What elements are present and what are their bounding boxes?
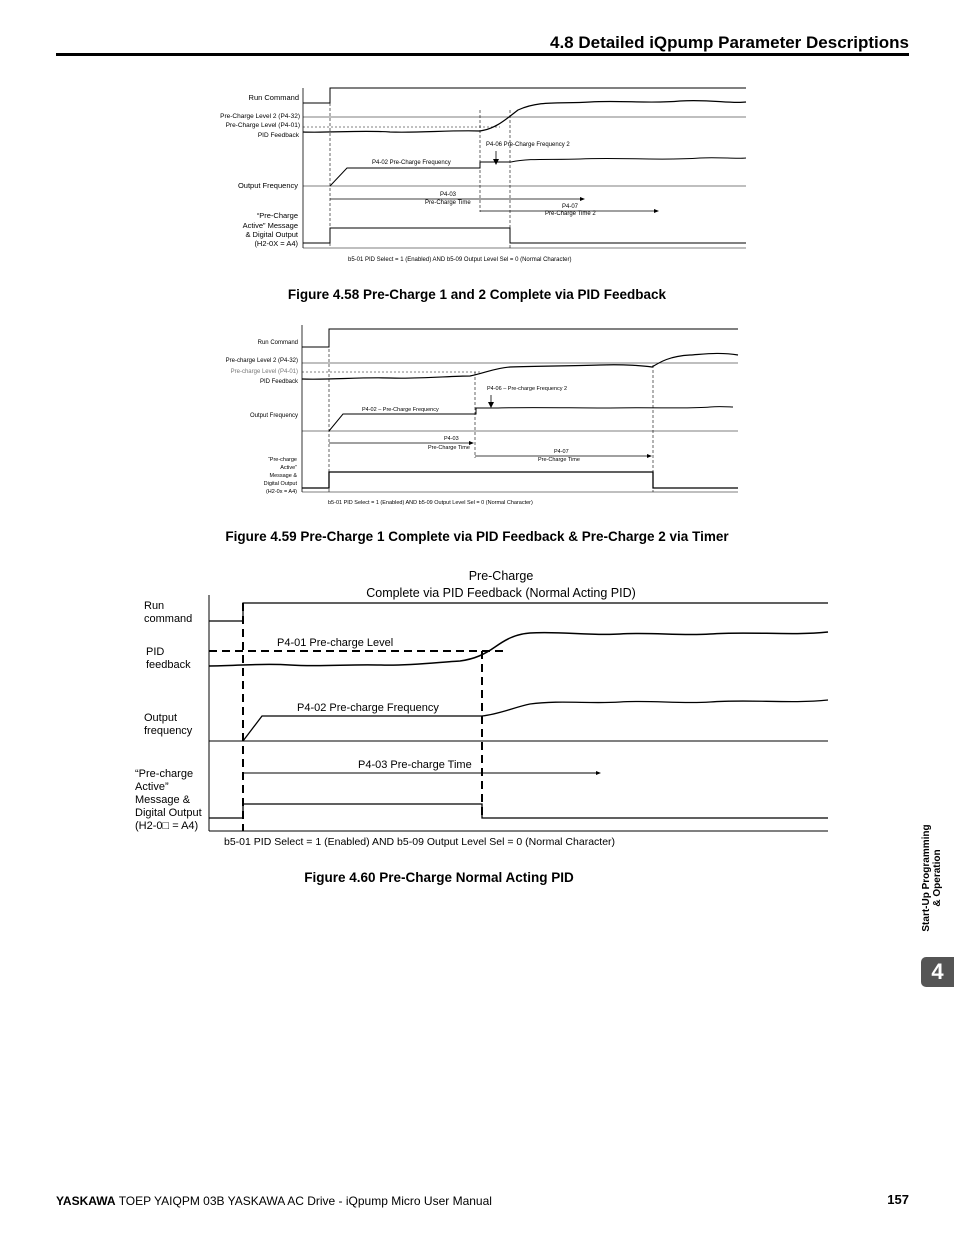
annotation-p4-07-sub: Pre-Charge Time	[538, 457, 580, 463]
annotation-p4-07-title: P4-07	[554, 449, 569, 455]
figure-4-58-footnote: b5-01 PID Select = 1 (Enabled) AND b5-09 Output Level Sel = 0 (Normal Character)	[348, 257, 572, 263]
label-precharge-active-5: (H2-0□ = A4)	[135, 820, 199, 832]
label-output-frequency-1: Output	[144, 712, 178, 724]
footer	[56, 1194, 492, 1208]
label-precharge-active-1: “Pre-Charge	[256, 211, 298, 220]
figure-4-59-footnote: b5-01 PID Select = 1 (Enabled) AND b5-09 Output Level Sel = 0 (Normal Character)	[328, 500, 533, 506]
label-output-frequency: Output Frequency	[237, 181, 298, 190]
label-pid-feedback-1: PID	[146, 646, 165, 658]
figure-4-60-footnote: b5-01 PID Select = 1 (Enabled) AND b5-09 Output Level Sel = 0 (Normal Character)	[224, 836, 616, 848]
label-precharge-level-2: Pre-Charge Level 2 (P4-32)	[220, 113, 300, 120]
fig-60-heading-line-2: Complete via PID Feedback (Normal Acting PID)	[366, 586, 636, 600]
label-precharge-level-2: Pre-charge Level 2 (P4-32)	[225, 358, 298, 364]
label-precharge-active-1: “Pre-charge	[267, 457, 297, 463]
section-title: 4.8 Detailed iQpump Parameter Descriptions	[549, 33, 909, 52]
label-precharge-active-3: Message &	[269, 473, 297, 479]
label-output-frequency: Output Frequency	[249, 413, 298, 419]
label-precharge-active-2: Active” Message	[242, 221, 298, 230]
figure-4-60-caption: Figure 4.60 Pre-Charge Normal Acting PID	[304, 870, 574, 885]
label-run-command: Run Command	[248, 93, 299, 102]
annotation-p4-02: P4-02 Pre-Charge Frequency	[372, 160, 451, 166]
run-command-trace	[209, 603, 828, 621]
label-precharge-level: Pre-Charge Level (P4-01)	[225, 122, 300, 129]
annotation-p4-07-sub: Pre-Charge Time 2	[545, 211, 596, 217]
label-run-command: Run Command	[257, 340, 298, 346]
annotation-p4-02: P4-02 Pre-charge Frequency	[297, 702, 439, 714]
annotation-p4-03: P4-03 Pre-charge Time	[358, 759, 472, 771]
label-run-command-1: Run	[144, 600, 165, 612]
annotation-p4-03-title: P4-03	[444, 436, 459, 442]
footer-manual-title: TOEP YAIQPM 03B YASKAWA AC Drive - iQpump Micro User Manual	[115, 1194, 492, 1208]
label-precharge-active-5: (H2-0x = A4)	[265, 489, 297, 495]
annotation-p4-03-sub: Pre-Charge Time	[428, 445, 470, 451]
annotation-p4-03-title: P4-03	[440, 192, 457, 198]
annotation-p4-07-title: P4-07	[562, 204, 579, 210]
figure-4-59-caption: Figure 4.59 Pre-Charge 1 Complete via PID Feedback & Pre-Charge 2 via Timer	[225, 529, 729, 544]
label-pid-feedback-2: feedback	[146, 659, 191, 671]
footer-brand: YASKAWA	[56, 1194, 116, 1208]
label-precharge-active-3: Message &	[135, 794, 191, 806]
side-tab-label: Start-Up Programming & Operation	[921, 823, 943, 932]
label-precharge-active-2: Active”	[135, 781, 169, 793]
page-number: 157	[887, 1192, 909, 1207]
label-precharge-active-1: “Pre-charge	[135, 768, 194, 780]
label-pid-feedback: PID Feedback	[259, 379, 298, 385]
label-precharge-active-3: & Digital Output	[245, 230, 298, 239]
side-chapter-tab[interactable]	[920, 815, 944, 940]
label-pid-feedback: PID Feedback	[257, 132, 299, 139]
annotation-p4-06: P4-06 Pre-Charge Frequency 2	[486, 142, 570, 148]
label-precharge-active-4: (H2-0X = A4)	[254, 239, 298, 248]
annotation-p4-06: P4-06 – Pre-charge Frequency 2	[487, 386, 568, 392]
precharge-active-trace	[209, 804, 828, 818]
label-run-command-2: command	[144, 613, 193, 625]
label-precharge-active-4: Digital Output	[263, 481, 297, 487]
fig-60-heading-line-1: Pre-Charge	[468, 569, 534, 583]
annotation-p4-03-sub: Pre-Charge Time	[425, 200, 471, 206]
figure-4-58-caption: Figure 4.58 Pre-Charge 1 and 2 Complete via PID Feedback	[287, 287, 667, 302]
annotation-p4-01: P4-01 Pre-charge Level	[277, 637, 394, 649]
annotation-p4-02: P4-02 – Pre-Charge Frequency	[362, 407, 439, 413]
label-output-frequency-2: frequency	[144, 725, 193, 737]
label-precharge-active-4: Digital Output	[135, 807, 202, 819]
label-precharge-level: Pre-charge Level (P4-01)	[230, 369, 298, 375]
chapter-number-badge[interactable]: 4	[921, 957, 954, 987]
label-precharge-active-2: Active”	[280, 465, 297, 471]
